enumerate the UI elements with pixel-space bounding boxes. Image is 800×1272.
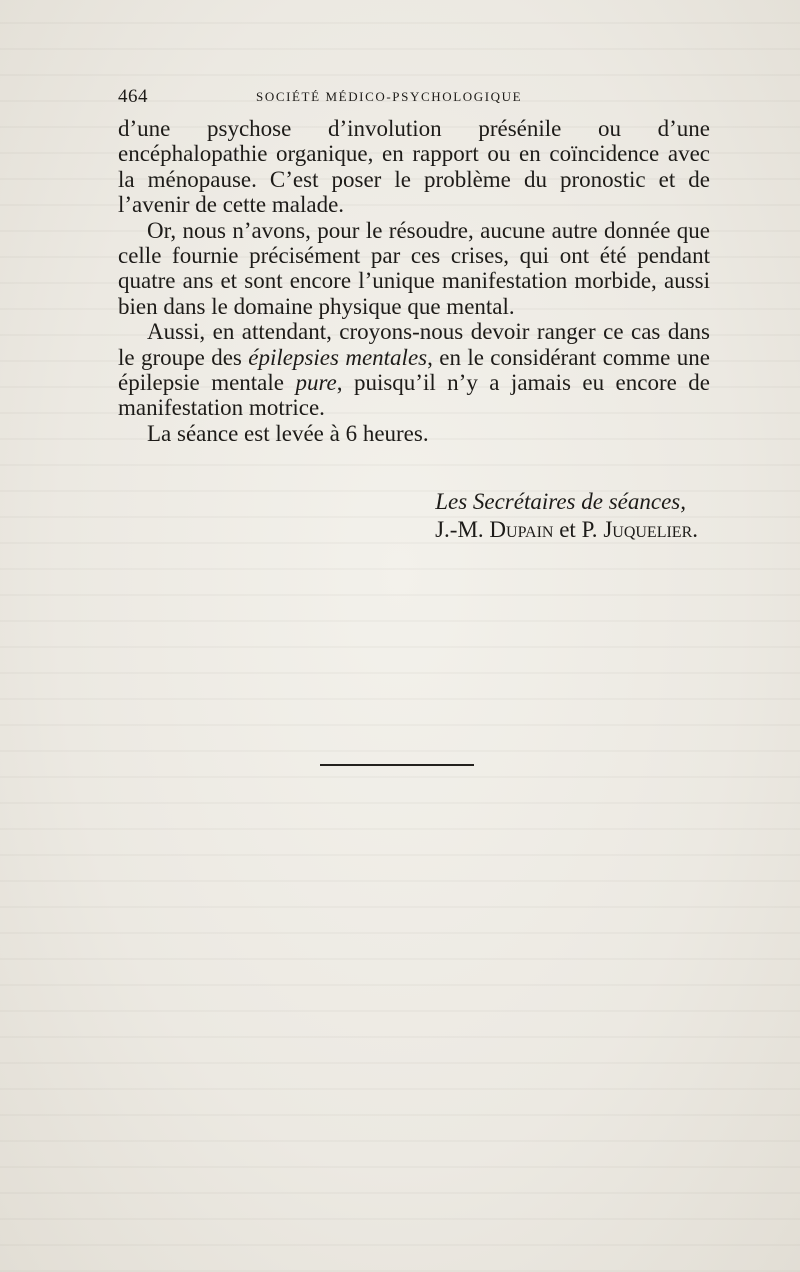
signature-title: Les Secrétaires de séances, [435, 489, 686, 514]
emphasis-epilepsies-mentales: épilepsies mentales [248, 344, 428, 370]
signature-prefix: J.-M. [435, 517, 490, 542]
paragraph-3-text-c: , en le considérant comme une épilepsie mentale [118, 344, 710, 396]
paragraph-1: d’une psychose d’involution présénile ou d’une encéphalopathie organique, en rapport ou en coïncidence avec la ménopause. C’est poser le problème du pronostic et de l’avenir de cette malade. [118, 116, 710, 218]
page-number: 464 [118, 86, 148, 107]
signature-name-2: Juquelier. [603, 517, 698, 542]
signature-name-1: Dupain [489, 517, 554, 542]
running-head: SOCIÉTÉ MÉDICO-PSYCHOLOGIQUE [256, 89, 523, 104]
paragraph-3 [118, 319, 710, 421]
paragraph-2: Or, nous n’avons, pour le résoudre, aucune autre donnée que celle fournie précisément par ces crises, qui ont été pendant quatre ans et sont encore l’unique manifestation morbide, aussi bien dans le domaine physique que mental. [118, 217, 710, 319]
signature-and: et P. [553, 517, 604, 542]
signature-names [118, 516, 698, 544]
page-header [118, 86, 708, 106]
paragraph-3-text-a: Aussi, en attendant, croyons-nous devoir ranger ce cas dans le groupe des [118, 319, 710, 370]
signature-block [118, 488, 698, 544]
section-end-rule [320, 764, 474, 766]
paragraph-3-text-e: , puisqu’il n’y a jamais eu encore de manifestation motrice. [118, 370, 710, 421]
body-text [118, 116, 710, 446]
emphasis-pure: pure [295, 370, 337, 396]
paragraph-4: La séance est levée à 6 heures. [147, 420, 429, 446]
